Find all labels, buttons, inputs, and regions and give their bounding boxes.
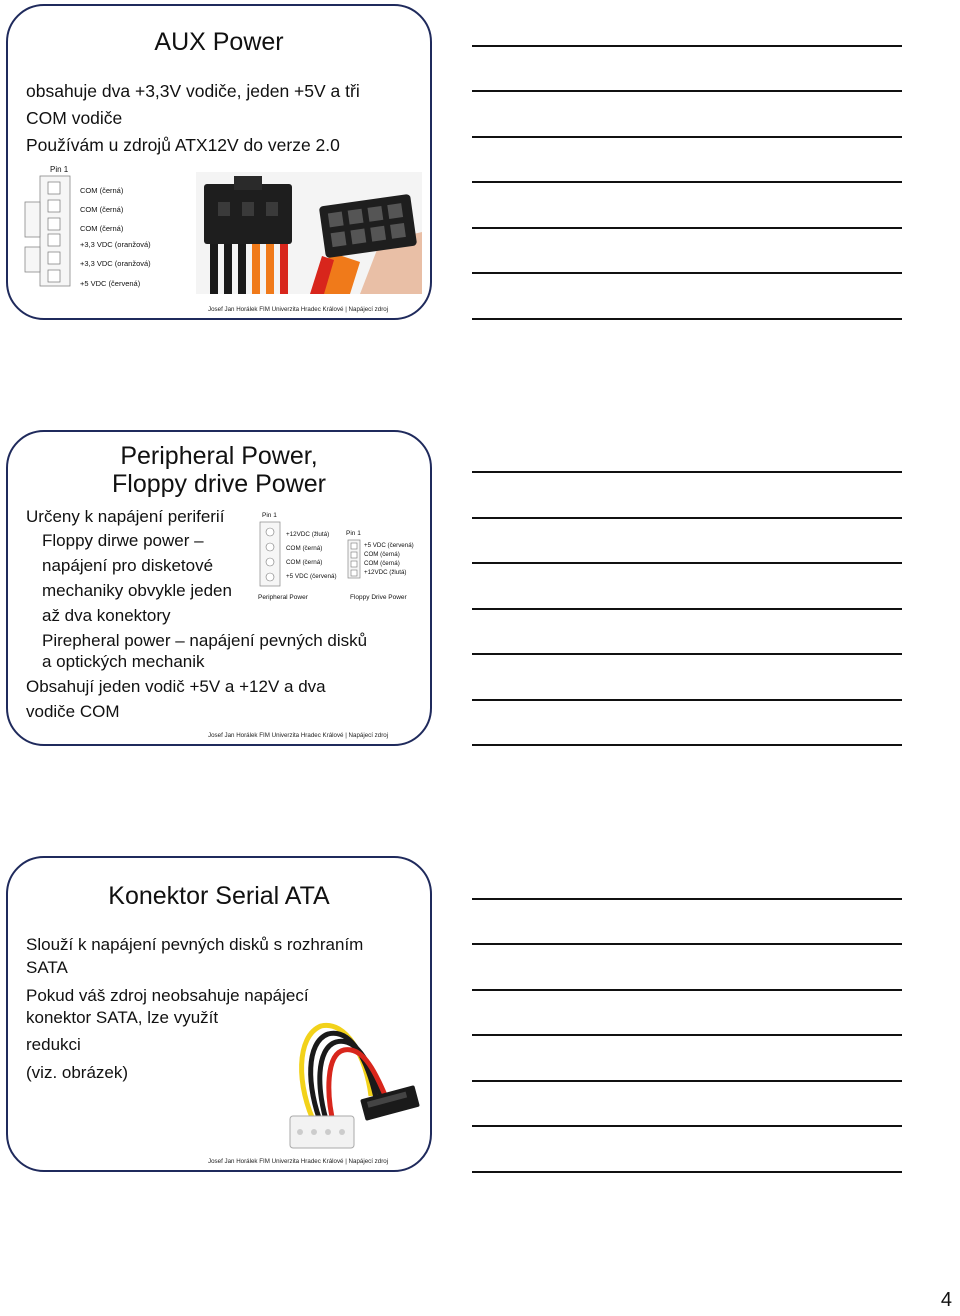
text-line: Slouží k napájení pevných disků s rozhraním xyxy=(26,935,364,954)
note-line xyxy=(472,608,902,610)
pin-label: COM (černá) xyxy=(364,560,400,567)
note-line xyxy=(472,517,902,519)
slide-aux-power xyxy=(6,4,432,320)
pin-label: COM (černá) xyxy=(80,224,124,233)
aux-connector-hand-photo xyxy=(300,172,422,294)
page-number: 4 xyxy=(940,1289,952,1311)
slide-title-line2: Floppy drive Power xyxy=(112,470,326,498)
slide-footer: Josef Jan Horálek FIM Univerzita Hradec Králové | Napájecí zdroj xyxy=(208,306,389,313)
slide-title: Konektor Serial ATA xyxy=(108,882,330,910)
pin-label: +12VDC (žlutá) xyxy=(286,531,330,538)
note-line xyxy=(472,653,902,655)
slide-title: AUX Power xyxy=(154,28,284,56)
diagram-caption: Peripheral Power xyxy=(258,594,308,601)
note-line xyxy=(472,227,902,229)
note-line xyxy=(472,943,902,945)
pin-label: COM (černá) xyxy=(80,205,124,214)
pin-label: +3,3 VDC (oranžová) xyxy=(80,240,151,249)
pin-label: COM (černá) xyxy=(286,559,323,566)
text-line: Obsahují jeden vodič +5V a +12V a dva xyxy=(26,677,326,696)
text-line: obsahuje dva +3,3V vodiče, jeden +5V a tři xyxy=(26,81,360,101)
note-line xyxy=(472,562,902,564)
text-line: Floppy dirwe power – xyxy=(42,531,204,550)
pin-label: +5 VDC (červená) xyxy=(364,542,414,549)
pin-label: +5 VDC (červená) xyxy=(80,279,141,288)
text-line: napájení pro disketové xyxy=(42,556,214,575)
note-line xyxy=(472,744,902,746)
text-line: mechaniky obvykle jeden xyxy=(42,581,232,600)
note-line xyxy=(472,898,902,900)
aux-pinout-diagram xyxy=(20,162,170,292)
sata-adapter-photo xyxy=(276,1016,424,1154)
pin-label: +12VDC (žlutá) xyxy=(364,569,407,576)
text-line: Používám u zdrojů ATX12V do verze 2.0 xyxy=(26,135,340,155)
text-line: (viz. obrázek) xyxy=(26,1063,129,1082)
slide-serial-ata xyxy=(6,856,432,1172)
pin-label: COM (černá) xyxy=(286,545,323,552)
slide-title-line1: Peripheral Power, xyxy=(120,442,318,470)
peripheral-floppy-pinout-diagram xyxy=(256,508,426,604)
diagram-caption: Floppy Drive Power xyxy=(350,594,407,601)
note-line xyxy=(472,1034,902,1036)
note-line xyxy=(472,136,902,138)
text-line: COM vodiče xyxy=(26,108,123,128)
text-line: konektor SATA, lze využít xyxy=(26,1008,219,1027)
text-line: Pirepheral power – napájení pevných disků xyxy=(42,631,368,650)
note-line xyxy=(472,1080,902,1082)
pin-label: +5 VDC (červená) xyxy=(286,573,337,580)
note-line xyxy=(472,471,902,473)
note-line xyxy=(472,1125,902,1127)
text-line: vodiče COM xyxy=(26,702,120,721)
pin1-label: Pin 1 xyxy=(262,512,277,519)
text-line: redukci xyxy=(26,1035,81,1054)
pin1-label: Pin 1 xyxy=(346,530,361,537)
note-line xyxy=(472,1171,902,1173)
note-line xyxy=(472,272,902,274)
note-line xyxy=(472,989,902,991)
aux-connector-photo xyxy=(196,172,300,294)
note-line xyxy=(472,699,902,701)
slide-footer: Josef Jan Horálek FIM Univerzita Hradec Králové | Napájecí zdroj xyxy=(208,1158,389,1165)
note-line xyxy=(472,45,902,47)
pin-label: COM (černá) xyxy=(80,186,124,195)
slide-footer: Josef Jan Horálek FIM Univerzita Hradec Králové | Napájecí zdroj xyxy=(208,732,389,739)
text-line: SATA xyxy=(26,958,68,977)
note-line xyxy=(472,90,902,92)
text-line: až dva konektory xyxy=(42,606,171,625)
text-line: a optických mechanik xyxy=(42,652,205,671)
pin-label: COM (černá) xyxy=(364,551,400,558)
text-line: Určeny k napájení periferií xyxy=(26,507,225,526)
text-line: Pokud váš zdroj neobsahuje napájecí xyxy=(26,986,309,1005)
note-line xyxy=(472,318,902,320)
pin-label: +3,3 VDC (oranžová) xyxy=(80,259,151,268)
slide-peripheral-power xyxy=(6,430,432,746)
pin1-label: Pin 1 xyxy=(50,165,69,174)
note-line xyxy=(472,181,902,183)
